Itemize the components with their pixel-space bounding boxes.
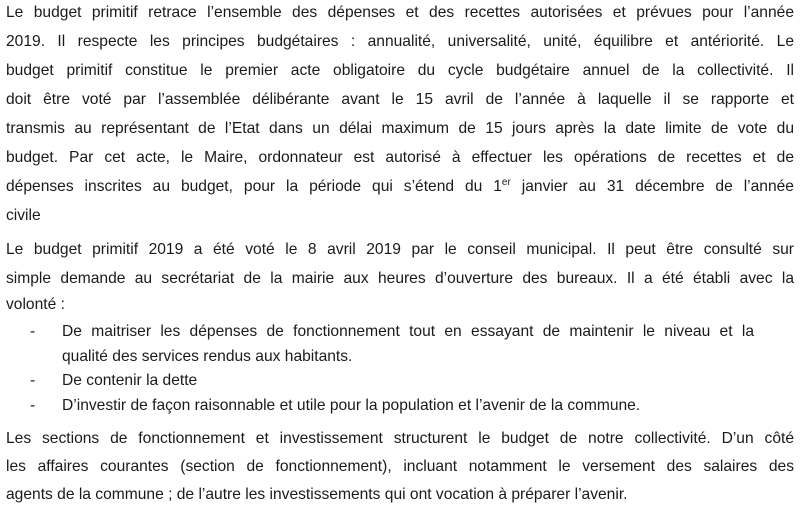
ordinal-superscript: er: [501, 177, 511, 188]
text-line: 2019. Il respecte les principes budgétaires : annualité, universalité, unité, équilibre et antériorité. Le: [6, 33, 794, 50]
text-line: Le budget primitif retrace l’ensemble des dépenses et des recettes autorisées et prévues pour l’année: [6, 4, 794, 21]
text-line: budget. Par cet acte, le Maire, ordonnateur est autorisé à effectuer les opérations de recettes et de: [6, 149, 794, 166]
text-line: doit être voté par l’assemblée délibérante avant le 15 avril de l’année à laquelle il se rapporte et: [6, 91, 794, 108]
text-line: agents de la commune ; de l’autre les investissements qui ont vocation à préparer l’avenir.: [6, 486, 628, 503]
text-line: les affaires courantes (section de fonctionnement), incluant notamment le versement des salaires des: [6, 458, 794, 475]
text-line: civile: [6, 207, 41, 224]
text-line: budget primitif constitue le premier acte obligatoire du cycle budgétaire annuel de la collectivité. Il: [6, 62, 794, 79]
list-item-text: D’investir de façon raisonnable et utile pour la population et l’avenir de la commune.: [62, 397, 641, 414]
text-line: simple demande au secrétariat de la mairie aux heures d’ouverture des bureaux. Il a été établi avec la: [6, 270, 794, 287]
dash-bullet-icon: -: [30, 323, 36, 340]
list-item-text: De contenir la dette: [62, 372, 198, 389]
list-item-text: qualité des services rendus aux habitants.: [62, 348, 353, 365]
list-item-text: De maitriser les dépenses de fonctionnement tout en essayant de maintenir le niveau et la: [62, 323, 754, 340]
dash-bullet-icon: -: [30, 397, 36, 414]
text-segment: dépenses inscrites au budget, pour la période qui s’étend du 1: [6, 178, 502, 195]
text-line: volonté :: [6, 296, 65, 313]
text-line: Le budget primitif 2019 a été voté le 8 avril 2019 par le conseil municipal. Il peut être consulté sur: [6, 241, 794, 258]
dash-bullet-icon: -: [30, 372, 36, 389]
text-line: transmis au représentant de l’Etat dans un délai maximum de 15 jours après la date limite de vote du: [6, 120, 794, 137]
text-line: Les sections de fonctionnement et investissement structurent le budget de notre collectivité. D’un côté: [6, 430, 794, 447]
text-segment: janvier au 31 décembre de l’année: [510, 178, 794, 195]
text-line: [6, 176, 794, 198]
